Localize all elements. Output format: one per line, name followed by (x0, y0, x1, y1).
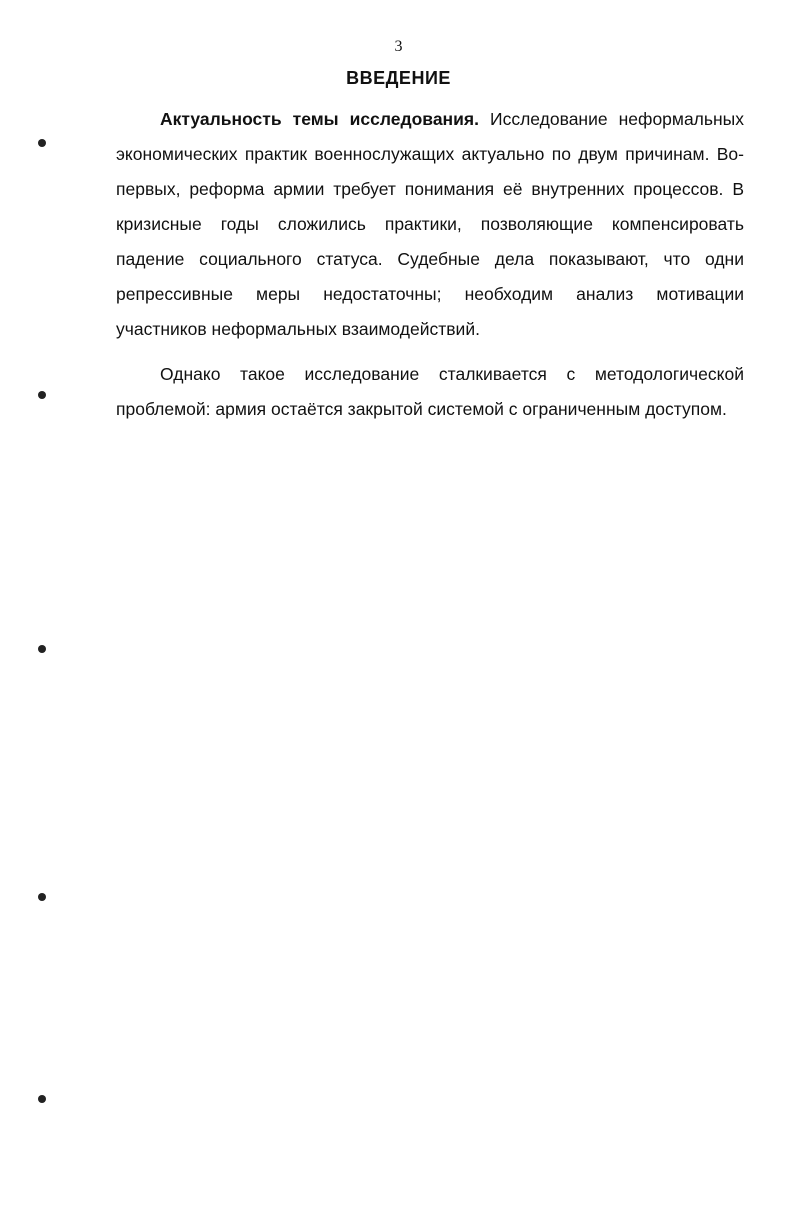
paragraph-1 (116, 102, 744, 347)
paragraph-1-text: Исследование неформальных экономических практик военнослужащих актуально по двум причинам. Во-первых, реформа армии требует понимания её внутренних процессов. В кризисные годы сложились практики, позволяющие компенсировать падение социального статуса. Судебные дела показывают, что одни репрессивные меры недостаточны; необходим анализ мотивации участников неформальных взаимодействий. (116, 109, 744, 339)
paragraph-2-text: Однако такое исследование сталкивается с методологической проблемой: армия остаётся закрытой системой с ограниченным доступом. (116, 364, 744, 419)
paragraph-2 (116, 357, 744, 427)
binding-hole-mark (38, 645, 46, 653)
page-heading: ВВЕДЕНИЕ (346, 68, 451, 88)
binding-hole-mark (38, 893, 46, 901)
binding-hole-mark (38, 139, 46, 147)
page-number: 3 (394, 38, 403, 55)
body-text (116, 102, 744, 437)
binding-hole-mark (38, 1095, 46, 1103)
lead-phrase: Актуальность темы исследования. (160, 109, 479, 129)
binding-hole-mark (38, 391, 46, 399)
